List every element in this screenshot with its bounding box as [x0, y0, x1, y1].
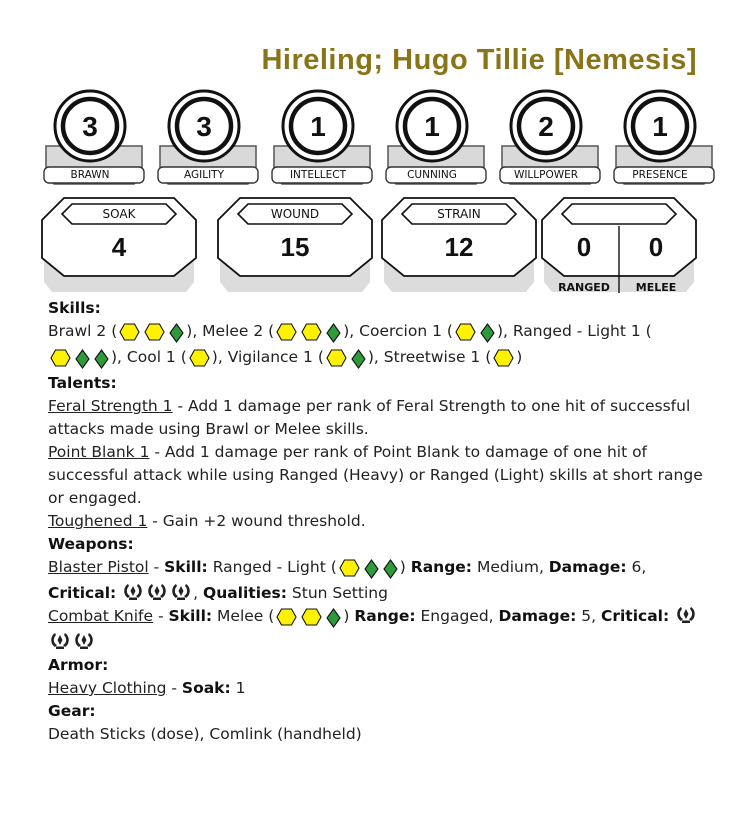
talent-name[interactable]: Toughened 1	[48, 512, 148, 530]
weapon-damage: 5	[581, 607, 592, 625]
qualities-label: Qualities:	[203, 584, 287, 602]
ability-die-icon	[493, 349, 514, 367]
ability-die-icon	[301, 608, 322, 626]
page-title: Hireling; Hugo Tillie [Nemesis]	[261, 44, 697, 76]
proficiency-die-icon	[326, 323, 341, 343]
armor-heading: Armor:	[48, 656, 109, 674]
armor-entry: Heavy Clothing - Soak: 1	[48, 679, 246, 697]
dice-pool	[453, 323, 497, 346]
weapon-entry: Blaster Pistol - Skill: Ranged - Light ( ) Range: Medium, Damage: 6, Critical: , Qualities: Stun Setting	[48, 558, 647, 602]
critical-icons	[121, 584, 193, 602]
characteristic-presence	[608, 88, 720, 188]
soak-box	[40, 196, 198, 294]
weapon-name[interactable]: Blaster Pistol	[48, 558, 149, 576]
critical-label: Critical:	[48, 584, 117, 602]
ability-die-icon	[339, 559, 360, 577]
characteristic-label: INTELLECT	[289, 169, 347, 181]
ability-die-icon	[301, 323, 322, 341]
dice-pool	[187, 349, 212, 372]
strain-value: 12	[444, 232, 474, 262]
skill-name: Coercion 1	[359, 322, 442, 340]
crit-triumph-icon	[122, 582, 144, 601]
ability-die-icon	[50, 349, 71, 367]
proficiency-die-icon	[326, 608, 341, 628]
weapons-heading: Weapons:	[48, 535, 134, 553]
characteristic-label: WILLPOWER	[513, 169, 579, 181]
weapon-entry: Combat Knife - Skill: Melee ( ) Range: Engaged, Damage: 5, Critical:	[48, 605, 708, 654]
characteristic-label: AGILITY	[183, 169, 224, 181]
characteristic-cunning	[380, 88, 492, 188]
crit-triumph-icon	[73, 631, 95, 650]
proficiency-die-icon	[351, 349, 366, 369]
proficiency-die-icon	[75, 349, 90, 369]
characteristic-value: 3	[82, 111, 98, 142]
ability-die-icon	[455, 323, 476, 341]
weapon-range: Engaged	[420, 607, 489, 625]
characteristic-intellect	[266, 88, 378, 188]
skills-list: Brawl 2 ( ), Melee 2 ( ), Coercion 1 ( ), Ranged - Light 1 (), Cool 1 ( ), Vigilance 1 ( ), Streetwise 1 ( )	[48, 320, 708, 372]
talent-entry	[48, 510, 708, 533]
soak-label: Soak:	[181, 679, 231, 697]
proficiency-die-icon	[364, 559, 379, 579]
characteristic-brawn	[38, 88, 150, 188]
talent-entry	[48, 395, 708, 441]
characteristic-value: 2	[538, 111, 554, 142]
proficiency-die-icon	[94, 349, 109, 369]
dice-pool	[48, 349, 111, 372]
armor-name[interactable]: Heavy Clothing	[48, 679, 167, 697]
dice-pool	[274, 323, 343, 346]
skill-name: Cool 1	[126, 348, 176, 366]
weapon-qualities: Stun Setting	[291, 584, 388, 602]
stat-block-text	[48, 297, 708, 746]
range-label: Range:	[354, 607, 416, 625]
weapon-damage: 6	[631, 558, 642, 576]
talent-desc: - Add 1 damage per rank of Feral Strength to one hit of successful attacks made using Brawl or Melee skills.	[48, 397, 691, 438]
strain-label: STRAIN	[437, 207, 481, 221]
soak-label: SOAK	[102, 207, 136, 221]
ability-die-icon	[276, 323, 297, 341]
weapon-skill: Ranged - Light	[212, 558, 326, 576]
talent-desc: - Add 1 damage per rank of Point Blank to damage of one hit of successful attack while using Ranged (Heavy) or Ranged (Light) skills at short range or engaged.	[48, 443, 703, 507]
talent-name[interactable]: Feral Strength 1	[48, 397, 173, 415]
skill-name: Ranged - Light 1	[512, 322, 641, 340]
characteristic-agility	[152, 88, 264, 188]
weapon-skill: Melee	[217, 607, 264, 625]
armor-soak: 1	[235, 679, 246, 697]
characteristic-value: 1	[424, 111, 440, 142]
skill-name: Brawl 2	[48, 322, 107, 340]
skill-label: Skill:	[164, 558, 208, 576]
skill-name: Streetwise 1	[383, 348, 481, 366]
characteristics-row	[38, 88, 708, 190]
characteristic-value: 1	[652, 111, 668, 142]
critical-label: Critical:	[600, 607, 670, 625]
wound-label: WOUND	[270, 207, 320, 221]
talent-desc: - Gain +2 wound threshold.	[147, 512, 366, 530]
ability-die-icon	[326, 349, 347, 367]
range-label: Range:	[410, 558, 473, 576]
derived-stats-row	[40, 196, 700, 296]
proficiency-die-icon	[169, 323, 184, 343]
wound-value: 15	[280, 232, 310, 262]
dice-pool	[274, 608, 343, 631]
characteristic-label: CUNNING	[407, 169, 457, 181]
defense-ranged-value: 0	[576, 232, 592, 262]
crit-triumph-icon	[49, 631, 71, 650]
proficiency-die-icon	[383, 559, 398, 579]
characteristic-value: 1	[310, 111, 326, 142]
weapon-name[interactable]: Combat Knife	[48, 607, 154, 625]
soak-value: 4	[111, 232, 127, 262]
ability-die-icon	[119, 323, 140, 341]
talents-heading: Talents:	[48, 374, 117, 392]
skill-name: Vigilance 1	[227, 348, 313, 366]
damage-label: Damage:	[548, 558, 627, 576]
talent-name[interactable]: Point Blank 1	[48, 443, 150, 461]
crit-triumph-icon	[146, 582, 168, 601]
dice-pool	[117, 323, 186, 346]
dice-pool	[337, 559, 400, 582]
wound-box	[216, 196, 374, 294]
defense-melee-value: 0	[648, 232, 664, 262]
damage-label: Damage:	[498, 607, 577, 625]
skill-label: Skill:	[168, 607, 213, 625]
strain-box	[380, 196, 538, 294]
defense-melee-label: MELEE	[635, 281, 677, 294]
characteristic-willpower	[494, 88, 606, 188]
proficiency-die-icon	[480, 323, 495, 343]
ability-die-icon	[276, 608, 297, 626]
characteristic-value: 3	[196, 111, 212, 142]
skills-heading: Skills:	[48, 299, 101, 317]
ability-die-icon	[189, 349, 210, 367]
crit-triumph-icon	[675, 605, 697, 624]
characteristic-label: PRESENCE	[632, 169, 688, 181]
defense-box	[540, 196, 698, 294]
skill-name: Melee 2	[202, 322, 264, 340]
characteristic-label: BRAWN	[70, 169, 110, 181]
defense-ranged-label: RANGED	[558, 281, 610, 294]
ability-die-icon	[144, 323, 165, 341]
talent-entry	[48, 441, 708, 510]
weapon-range: Medium	[476, 558, 539, 576]
crit-triumph-icon	[170, 582, 192, 601]
gear-list: Death Sticks (dose), Comlink (handheld)	[48, 725, 362, 743]
gear-heading: Gear:	[48, 702, 96, 720]
dice-pool	[324, 349, 368, 372]
dice-pool	[491, 349, 516, 372]
